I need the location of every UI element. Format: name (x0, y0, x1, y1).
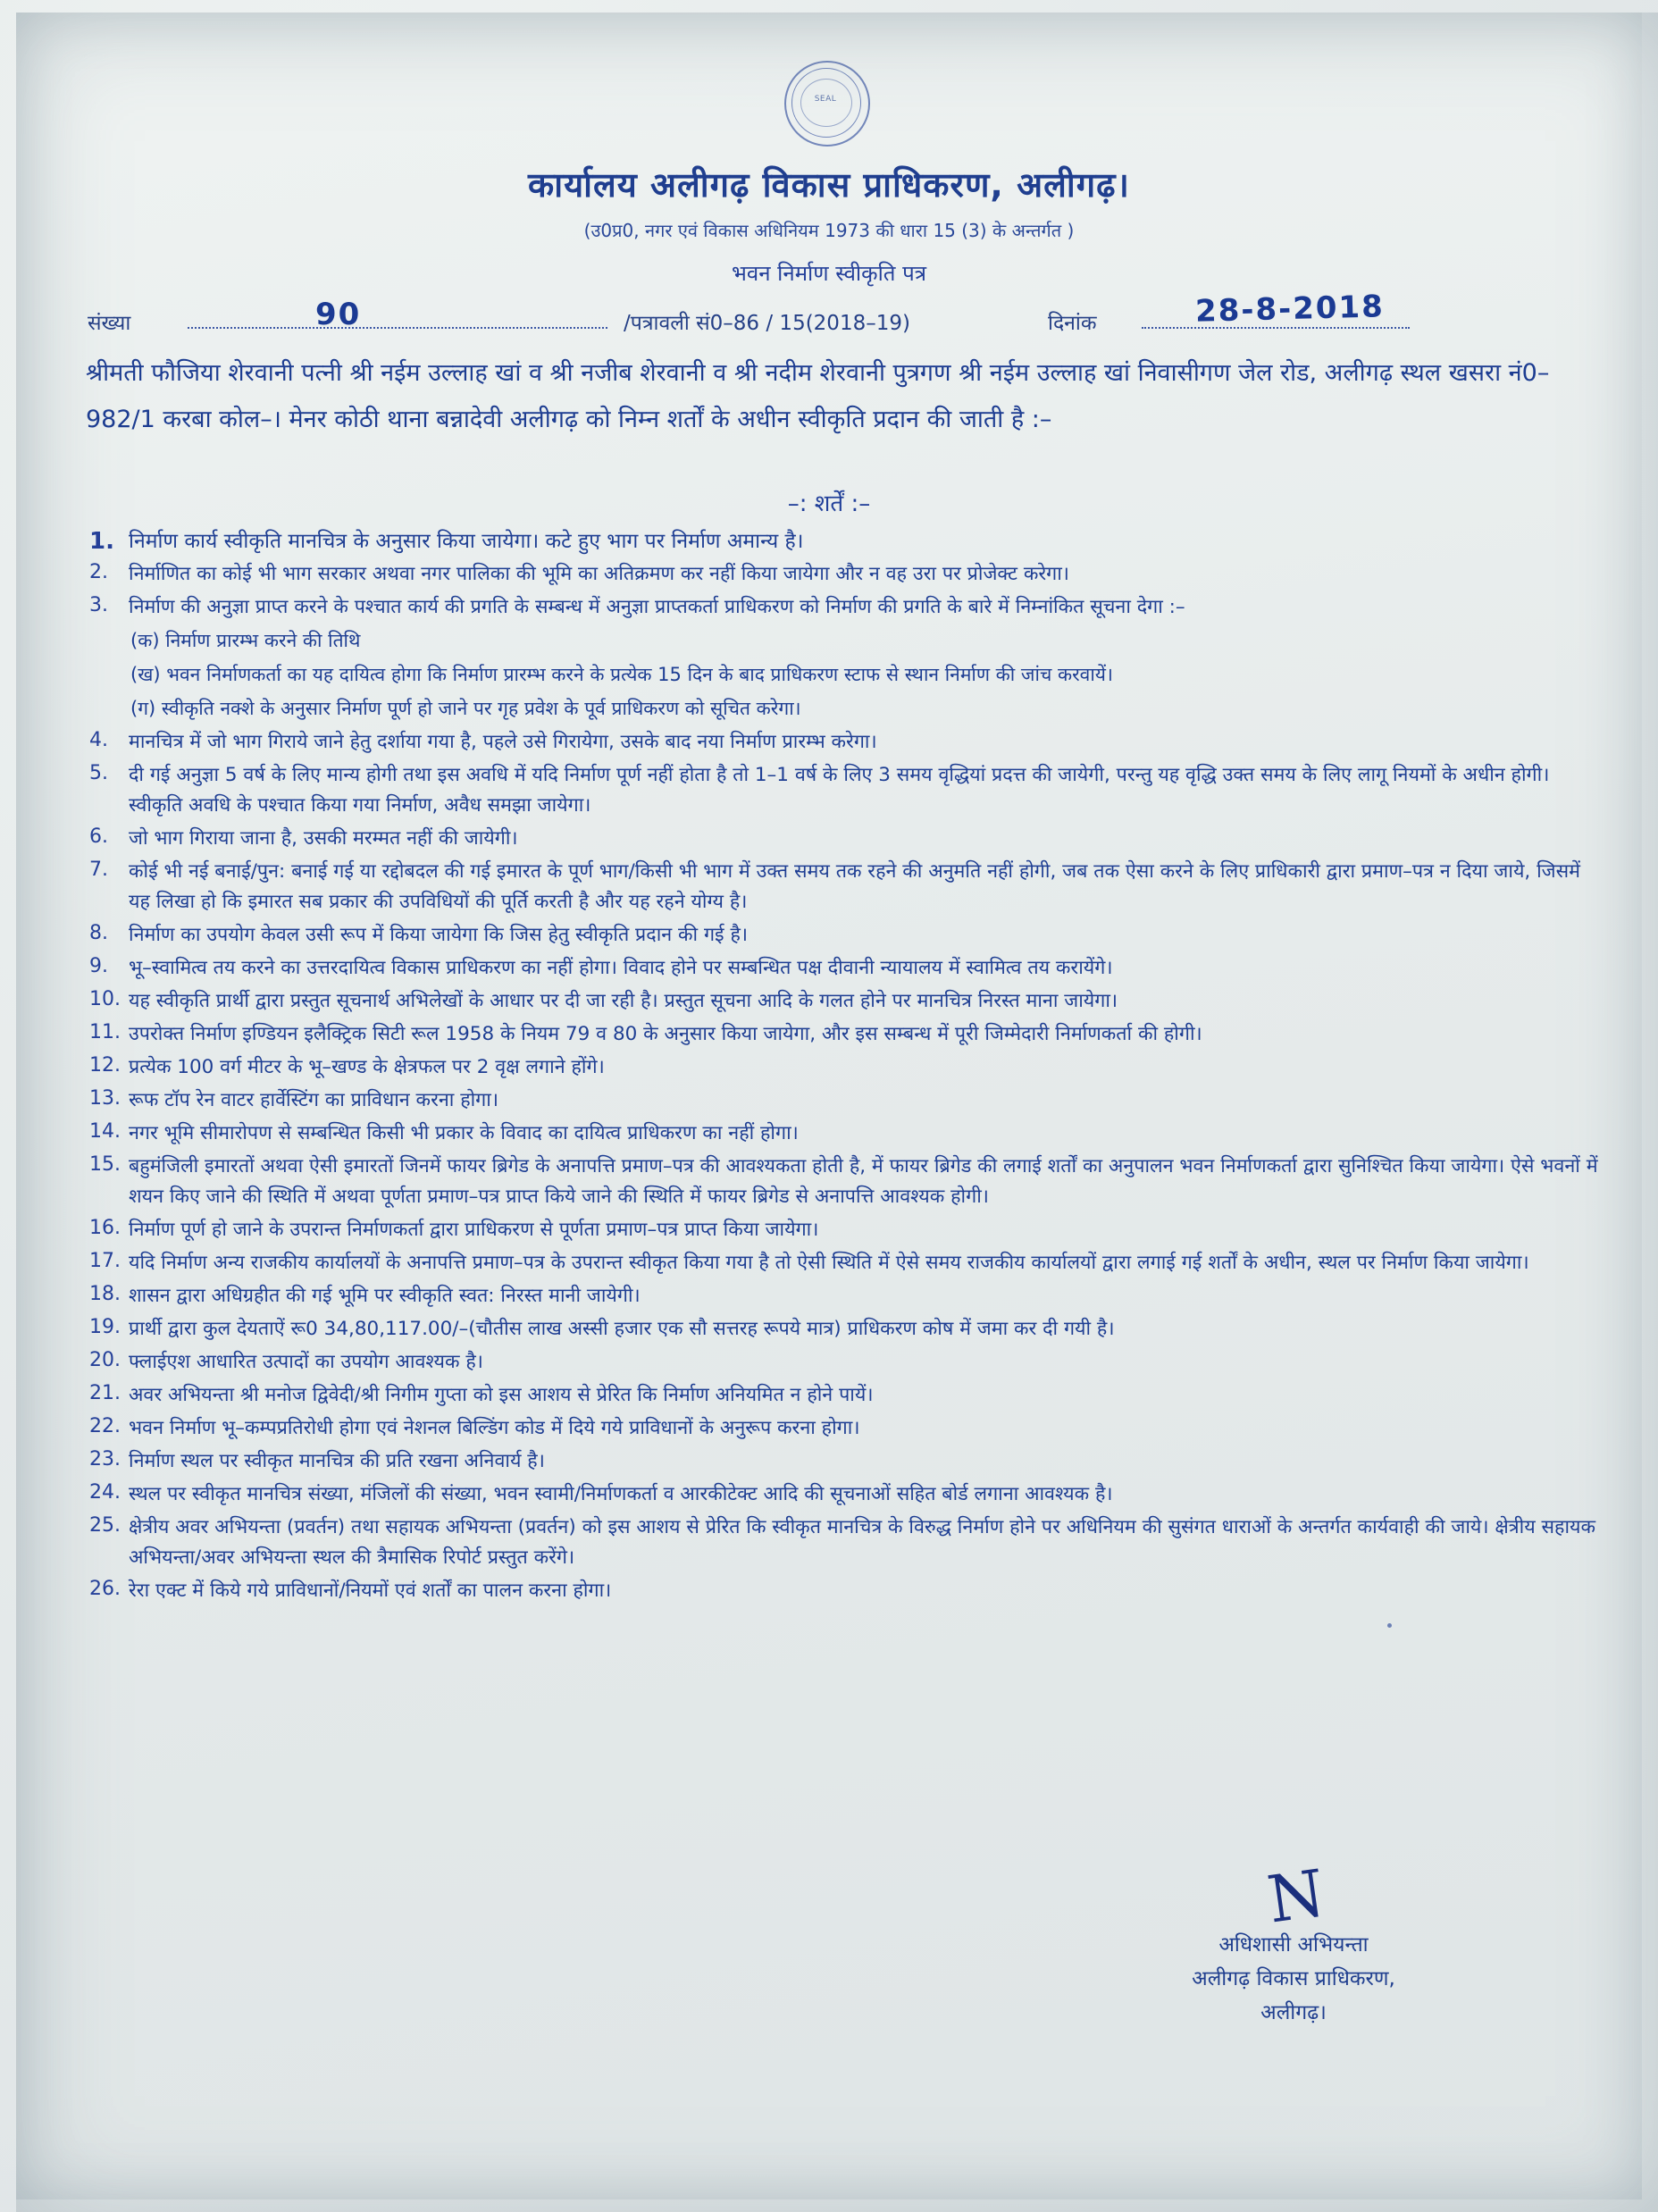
list-item-text: यह स्वीकृति प्रार्थी द्वारा प्रस्तुत सूचनार्थ अभिलेखों के आधार पर दी जा रही है। प्रस्तुत सूचना आदि के गलत होने पर मानचित्र निरस्त माना जायेगा। (129, 990, 1118, 1012)
list-item-number: 13. (89, 1087, 121, 1110)
list-item-text: प्रत्येक 100 वर्ग मीटर के भू–खण्ड के क्षेत्रफल पर 2 वृक्ष लगाने होंगे। (129, 1056, 605, 1078)
list-item-text: भू–स्वामित्व तय करने का उत्तरदायित्व विकास प्राधिकरण का नहीं होगा। विवाद होने पर सम्बन्धित पक्ष दीवानी न्यायालय में स्वामित्व तय करायेंगे। (129, 957, 1113, 979)
list-item-number: 14. (89, 1120, 121, 1143)
list-item-number: 25. (89, 1514, 121, 1537)
list-item-number: 17. (89, 1250, 121, 1272)
ink-artifact (1387, 1623, 1392, 1628)
list-subitem: (क) निर्माण प्रारम्भ करने की तिथि (130, 630, 361, 651)
list-item-text: क्षेत्रीय अवर अभियन्ता (प्रवर्तन) तथा सहायक अभियन्ता (प्रवर्तन) को इस आशय से प्रेरित कि स्वीकृत मानचित्र के विरुद्ध निर्माण होने पर अधिनियम की सुसंगत धाराओं के अन्तर्गत कार्यवाही की जाये। क्षेत्रीय सहायक अभियन्ता/अवर अभियन्ता स्थल की त्रैमासिक रिपोर्ट प्रस्तुत करेंगे। (129, 1516, 1595, 1569)
list-item (89, 1152, 1599, 1212)
list-item-text: निर्माण कार्य स्वीकृति मानचित्र के अनुसार किया जायेगा। कटे हुए भाग पर निर्माण अमान्य है। (129, 530, 804, 553)
list-item (89, 1052, 1599, 1083)
list-item (89, 760, 1599, 821)
list-item-number: 21. (89, 1382, 121, 1404)
list-item (89, 857, 1599, 917)
list-item-text: उपरोक्त निर्माण इण्डियन इलैक्ट्रिक सिटी रूल 1958 के नियम 79 व 80 के अनुसार किया जायेगा, और इस सम्बन्ध में पूरी जिम्मेदारी निर्माणकर्ता की होगी। (129, 1023, 1202, 1045)
list-item (89, 824, 1599, 854)
file-reference: /पत्रावली सं0–86 / 15(2018–19) (624, 312, 910, 335)
list-item-text: यदि निर्माण अन्य राजकीय कार्यालयों के अनापत्ति प्रमाण–पत्र के उपरान्त स्वीकृत किया गया है तो ऐसी स्थिति में ऐसे समय राजकीय कार्यालयों द्वारा लगाई गई शर्तों के अधीन, स्थल पर निर्माण किया जायेगा। (129, 1252, 1529, 1274)
document-title: कार्यालय अलीगढ़ विकास प्राधिकरण, अलीगढ़। (528, 165, 1130, 205)
number-label: संख्या (88, 312, 131, 335)
list-item-number: 7. (89, 859, 108, 881)
number-underline (188, 327, 607, 329)
list-item-text: निर्माण का उपयोग केवल उसी रूप में किया जायेगा कि जिस हेतु स्वीकृति प्रदान की गई है। (129, 924, 749, 946)
list-item (89, 920, 1599, 951)
list-item-text: फ्लाईएश आधारित उत्पादों का उपयोग आवश्यक है। (129, 1351, 483, 1373)
list-item-text: शासन द्वारा अधिग्रहीत की गई भूमि पर स्वीकृति स्वत: निरस्त मानी जायेगी। (129, 1285, 641, 1307)
list-item-text: स्थल पर स्वीकृत मानचित्र संख्या, मंजिलों की संख्या, भवन स्वामी/निर्माणकर्ता व आरकीटेक्ट आदि की सूचनाओं सहित बोर्ड लगाना आवश्यक है। (129, 1483, 1113, 1505)
list-item (89, 592, 1599, 623)
list-item-text: निर्माण स्थल पर स्वीकृत मानचित्र की प्रति रखना अनिवार्य है। (129, 1450, 545, 1472)
handwritten-signature: N (1262, 1856, 1325, 1938)
list-item-number: 3. (89, 594, 108, 616)
list-item-text: मानचित्र में जो भाग गिराये जाने हेतु दर्शाया गया है, पहले उसे गिरायेगा, उसके बाद नया निर्माण प्रारम्भ करेगा। (129, 731, 877, 753)
list-item (89, 1248, 1599, 1278)
list-item-text: कोई भी नई बनाई/पुन: बनाई गई या रद्दोबदल की गई इमारत के पूर्ण भाग/किसी भी भाग में उक्त समय तक रहने की अनुमति नहीं होगी, जब तक ऐसा करने के लिए प्राधिकारी द्वारा प्रमाण–पत्र न दिया जाये, जिसमें यह लिखा हो कि इमारत सब प्रकार की उपविधियों की पूर्ति करती है और यह रहने योग्य है। (129, 860, 1580, 913)
list-item (89, 1215, 1599, 1245)
conditions-list (89, 526, 1599, 1609)
list-item (89, 1380, 1599, 1411)
list-item-number: 23. (89, 1448, 121, 1470)
list-item-text: निर्माण पूर्ण हो जाने के उपरान्त निर्माणकर्ता द्वारा प्राधिकरण से पूर्णता प्रमाण–पत्र प्राप्त किया जायेगा। (129, 1219, 819, 1241)
number-value: 90 (315, 297, 362, 332)
list-item-text: नगर भूमि सीमारोपण से सम्बन्धित किसी भी प्रकार के विवाद का दायित्व प्राधिकरण का नहीं होगा। (129, 1122, 799, 1144)
list-item (89, 1413, 1599, 1444)
document-subtitle: (उ0प्र0, नगर एवं विकास अधिनियम 1973 की धारा 15 (3) के अन्तर्गत ) (583, 220, 1075, 241)
date-value: 28-8-2018 (1194, 289, 1386, 330)
reference-line (88, 289, 1588, 336)
date-label: दिनांक (1048, 312, 1097, 335)
list-item-text: रूफ टॉप रेन वाटर हार्वेस्टिंग का प्राविधान करना होगा। (129, 1089, 499, 1111)
list-item-number: 8. (89, 922, 108, 944)
list-item-number: 24. (89, 1481, 121, 1504)
list-item (89, 727, 1599, 758)
conditions-heading: –: शर्तें :– (787, 490, 871, 517)
list-item-number: 6. (89, 825, 108, 848)
signature-block (1106, 1856, 1481, 2030)
list-subitem: (ग) स्वीकृति नक्शे के अनुसार निर्माण पूर्ण हो जाने पर गृह प्रवेश के पूर्व प्राधिकरण को सूचित करेगा। (130, 698, 801, 719)
list-item (89, 953, 1599, 984)
paper-sheet (16, 13, 1642, 2199)
list-item-number: 11. (89, 1021, 121, 1043)
list-item-number: 16. (89, 1217, 121, 1239)
list-item-text: जो भाग गिराया जाना है, उसकी मरम्मत नहीं की जायेगी। (129, 827, 518, 850)
list-item-number: 20. (89, 1349, 121, 1371)
list-item (89, 1347, 1599, 1378)
list-item (89, 1512, 1599, 1573)
list-item-number: 9. (89, 955, 108, 977)
list-item-text: भवन निर्माण भू–कम्पप्रतिरोधी होगा एवं नेशनल बिल्डिंग कोड में दिये गये प्राविधानों के अनुरूप करना होगा। (129, 1417, 860, 1439)
signatory-office: अलीगढ़ विकास प्राधिकरण, (1192, 1967, 1395, 1990)
list-item (89, 1019, 1599, 1050)
list-item (89, 1576, 1599, 1606)
list-item-number: 2. (89, 561, 108, 583)
list-item-text: निर्माण की अनुज्ञा प्राप्त करने के पश्चात कार्य की प्रगति के सम्बन्ध में अनुज्ञा प्राप्तकर्ता प्राधिकरण को निर्माण की प्रगति के बारे में निम्नांकित सूचना देगा :– (129, 596, 1185, 618)
list-item-number: 4. (89, 729, 108, 751)
list-item-number: 1. (89, 528, 114, 555)
list-subitem: (ख) भवन निर्माणकर्ता का यह दायित्व होगा कि निर्माण प्रारम्भ करने के प्रत्येक 15 दिन के बाद प्राधिकरण स्टाफ से स्थान निर्माण की जांच करवायें। (130, 664, 1113, 685)
list-item (89, 1446, 1599, 1477)
list-item-text: बहुमंजिली इमारतों अथवा ऐसी इमारतों जिनमें फायर ब्रिगेड के अनापत्ति प्रमाण–पत्र की आवश्यकता होती है, में फायर ब्रिगेड की लगाई शर्तों का अनुपालन भवन निर्माणकर्ता द्वारा सुनिश्चित किया जायेगा। ऐसे भवनों में शयन किए जाने की स्थिति में अथवा पूर्णता प्रमाण–पत्र प्राप्त किये जाने की स्थिति में फायर ब्रिगेड से अनापत्ति आवश्यक होगी। (129, 1155, 1598, 1208)
list-item-number: 15. (89, 1153, 121, 1176)
list-item-text: प्रार्थी द्वारा कुल देयताऐं रू0 34,80,117.00/–(चौतीस लाख अस्सी हजार एक सौ सत्तरह रूपये मात्र) प्राधिकरण कोष में जमा कर दी गयी है। (129, 1318, 1115, 1340)
list-item (89, 1479, 1599, 1510)
list-item-number: 18. (89, 1283, 121, 1305)
list-item (89, 1119, 1599, 1149)
list-item (89, 986, 1599, 1017)
list-item (89, 1085, 1599, 1116)
list-item-number: 10. (89, 988, 121, 1010)
applicant-paragraph: श्रीमती फौजिया शेरवानी पत्नी श्री नईम उल्लाह खां व श्री नजीब शेरवानी व श्री नदीम शेरवानी पुत्रगण श्री नईम उल्लाह खां निवासीगण जेल रोड, अलीगढ़ स्थल खसरा नं0–982/1 करबा कोल–। मेनर कोठी थाना बन्नादेवी अलीगढ़ को निम्न शर्तों के अधीन स्वीकृति प्रदान की जाती है :– (86, 359, 1550, 433)
list-item (89, 1314, 1599, 1345)
list-item-text: दी गई अनुज्ञा 5 वर्ष के लिए मान्य होगी तथा इस अवधि में यदि निर्माण पूर्ण नहीं होता है तो 1–1 वर्ष के लिए 3 समय वृद्धियां प्रदत्त की जायेगी, परन्तु यह वृद्धि उक्त समय के लिए लागू नियमों के अधीन होगी। स्वीकृति अवधि के पश्चात किया गया निर्माण, अवैध समझा जायेगा। (129, 764, 1550, 817)
document-subtitle-secondary: भवन निर्माण स्वीकृति पत्र (732, 261, 926, 286)
list-item-number: 19. (89, 1316, 121, 1338)
list-item (89, 526, 1599, 557)
signatory-city: अलीगढ़। (1260, 2001, 1327, 2024)
list-item-text: अवर अभियन्ता श्री मनोज द्विवेदी/श्री निगीम गुप्ता को इस आशय से प्रेरित कि निर्माण अनियमित न होने पायें। (129, 1384, 874, 1406)
list-item-text: रेरा एक्ट में किये गये प्राविधानों/नियमों एवं शर्तों का पालन करना होगा। (129, 1579, 612, 1602)
list-item-number: 5. (89, 762, 108, 784)
list-item (89, 1281, 1599, 1311)
signatory-title: अधिशासी अभियन्ता (1218, 1933, 1369, 1956)
seal-text: SEAL (814, 95, 837, 104)
list-item-number: 22. (89, 1415, 121, 1437)
list-item-text: निर्माणित का कोई भी भाग सरकार अथवा नगर पालिका की भूमि का अतिक्रमण कर नहीं किया जायेगा और न वह उरा पर प्रोजेक्ट करेगा। (129, 563, 1069, 585)
official-seal-icon (772, 55, 879, 154)
list-item-number: 26. (89, 1578, 121, 1600)
list-item (89, 559, 1599, 590)
list-item-number: 12. (89, 1054, 121, 1077)
